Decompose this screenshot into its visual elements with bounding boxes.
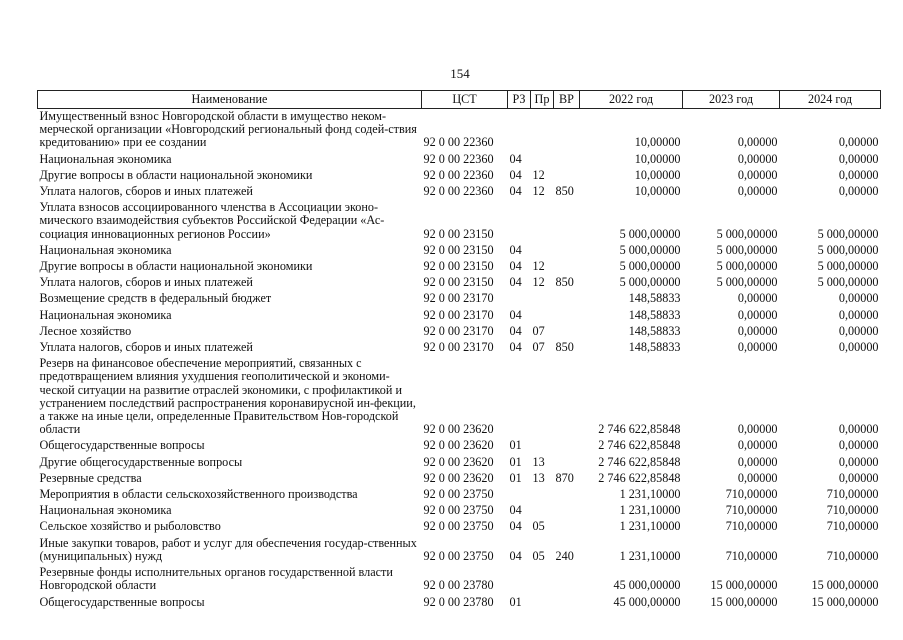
cell-rz: 04 — [509, 307, 522, 322]
header-2024: 2024 год — [780, 91, 881, 109]
cell-name: Национальная экономика — [39, 503, 172, 518]
table-row — [38, 503, 881, 519]
cell-2022: 2 746 622,85848 — [598, 454, 681, 469]
cell-2023: 5 000,00000 — [716, 242, 778, 257]
cell-pr — [531, 291, 554, 307]
cell-rz — [508, 356, 531, 438]
cell-pr: 05 — [532, 519, 545, 534]
cell-name: Иные закупки товаров, работ и услуг для обеспечения государ-ственных (муниципальных) нужд — [39, 535, 417, 563]
cell-pr — [531, 109, 554, 152]
cell-2024: 0,00000 — [838, 422, 879, 437]
cell-2024: 0,00000 — [838, 454, 879, 469]
cell-2024: 5 000,00000 — [817, 259, 879, 274]
cell-2024: 0,00000 — [838, 167, 879, 182]
cell-vr: 850 — [555, 275, 574, 290]
cell-rz: 04 — [509, 184, 522, 199]
cell-rz — [508, 109, 531, 152]
cell-2024: 0,00000 — [838, 184, 879, 199]
cell-name: Общегосударственные вопросы — [39, 438, 205, 453]
cell-2022: 45 000,00000 — [613, 578, 681, 593]
cell-vr: 850 — [555, 340, 574, 355]
cell-2023: 5 000,00000 — [716, 259, 778, 274]
cell-rz: 01 — [509, 454, 522, 469]
cell-2023: 0,00000 — [737, 291, 778, 306]
header-pr: Пр — [531, 91, 554, 109]
table-body — [38, 109, 881, 611]
cell-pr — [531, 152, 554, 168]
cell-pr — [531, 243, 554, 259]
table-row — [38, 536, 881, 565]
cell-cst: 92 0 00 23780 — [423, 578, 494, 593]
cell-vr — [554, 259, 580, 275]
cell-vr — [554, 152, 580, 168]
budget-table — [37, 90, 881, 611]
cell-2023: 0,00000 — [737, 167, 778, 182]
cell-cst: 92 0 00 23150 — [423, 275, 494, 290]
cell-cst: 92 0 00 23170 — [423, 291, 494, 306]
cell-cst: 92 0 00 23620 — [423, 422, 494, 437]
cell-cst: 92 0 00 23170 — [423, 307, 494, 322]
cell-2023: 0,00000 — [737, 340, 778, 355]
cell-pr: 07 — [532, 323, 545, 338]
cell-cst: 92 0 00 23620 — [423, 454, 494, 469]
cell-cst: 92 0 00 23170 — [423, 323, 494, 338]
cell-pr: 12 — [532, 167, 545, 182]
cell-name: Другие общегосударственные вопросы — [39, 454, 243, 469]
cell-2023: 0,00000 — [737, 135, 778, 150]
table-row — [38, 487, 881, 503]
cell-rz: 04 — [509, 340, 522, 355]
cell-name: Лесное хозяйство — [39, 323, 132, 338]
cell-cst: 92 0 00 23170 — [423, 340, 494, 355]
cell-2022: 10,00000 — [634, 135, 681, 150]
cell-pr: 07 — [532, 340, 545, 355]
cell-2024: 5 000,00000 — [817, 242, 879, 257]
header-cst: ЦСТ — [422, 91, 508, 109]
cell-2024: 710,00000 — [826, 503, 879, 518]
cell-cst: 92 0 00 23780 — [423, 594, 494, 609]
table-row — [38, 519, 881, 535]
cell-2023: 0,00000 — [737, 470, 778, 485]
cell-2023: 0,00000 — [737, 184, 778, 199]
cell-vr — [554, 324, 580, 340]
cell-cst: 92 0 00 22360 — [423, 184, 494, 199]
cell-rz: 04 — [509, 242, 522, 257]
cell-cst: 92 0 00 22360 — [423, 135, 494, 150]
cell-vr: 870 — [555, 470, 574, 485]
cell-rz: 04 — [509, 275, 522, 290]
cell-2022: 5 000,00000 — [619, 242, 681, 257]
cell-2024: 0,00000 — [838, 438, 879, 453]
cell-2022: 2 746 622,85848 — [598, 422, 681, 437]
cell-pr — [531, 356, 554, 438]
cell-cst: 92 0 00 23150 — [423, 226, 494, 241]
cell-cst: 92 0 00 23750 — [423, 503, 494, 518]
table-row — [38, 308, 881, 324]
cell-name: Национальная экономика — [39, 151, 172, 166]
cell-2023: 5 000,00000 — [716, 226, 778, 241]
cell-2024: 15 000,00000 — [811, 578, 879, 593]
cell-rz: 04 — [509, 519, 522, 534]
cell-vr — [554, 565, 580, 594]
cell-2022: 148,58833 — [628, 323, 681, 338]
cell-2022: 148,58833 — [628, 307, 681, 322]
cell-name: Мероприятия в области сельскохозяйственного производства — [39, 487, 358, 502]
cell-rz — [508, 487, 531, 503]
cell-2022: 45 000,00000 — [613, 594, 681, 609]
table-row — [38, 184, 881, 200]
cell-pr — [531, 308, 554, 324]
header-rz: РЗ — [508, 91, 531, 109]
cell-2024: 0,00000 — [838, 470, 879, 485]
table-row — [38, 259, 881, 275]
cell-2023: 0,00000 — [737, 422, 778, 437]
cell-2022: 5 000,00000 — [619, 275, 681, 290]
table-row — [38, 109, 881, 152]
cell-name: Уплата налогов, сборов и иных платежей — [39, 340, 253, 355]
cell-pr — [531, 595, 554, 611]
header-2022: 2022 год — [580, 91, 683, 109]
cell-rz — [508, 200, 531, 243]
cell-name: Резервные средства — [39, 470, 142, 485]
table-row — [38, 340, 881, 356]
table-row — [38, 565, 881, 594]
header-2023: 2023 год — [683, 91, 780, 109]
cell-2023: 710,00000 — [725, 548, 778, 563]
cell-cst: 92 0 00 23150 — [423, 242, 494, 257]
cell-2022: 2 746 622,85848 — [598, 470, 681, 485]
cell-2024: 710,00000 — [826, 548, 879, 563]
cell-pr: 05 — [532, 548, 545, 563]
cell-name: Резервные фонды исполнительных органов государственной власти Новгородской области — [39, 565, 393, 593]
cell-rz: 04 — [509, 323, 522, 338]
cell-rz: 04 — [509, 167, 522, 182]
table-header-row — [38, 91, 881, 109]
table-row — [38, 455, 881, 471]
cell-vr — [554, 455, 580, 471]
cell-2022: 148,58833 — [628, 291, 681, 306]
cell-name: Общегосударственные вопросы — [39, 594, 205, 609]
table-row — [38, 152, 881, 168]
cell-name: Имущественный взнос Новгородской области в имущество неком-мерческой организации «Новгородский региональный фонд содей-ствия кредитованию» при ее создании — [39, 109, 417, 150]
cell-name: Уплата налогов, сборов и иных платежей — [39, 184, 253, 199]
header-vr: ВР — [554, 91, 580, 109]
cell-vr — [554, 200, 580, 243]
cell-2022: 5 000,00000 — [619, 259, 681, 274]
cell-rz: 01 — [509, 594, 522, 609]
cell-vr — [554, 503, 580, 519]
page-number: 154 — [450, 66, 470, 81]
cell-2023: 710,00000 — [725, 519, 778, 534]
cell-2022: 148,58833 — [628, 340, 681, 355]
table-row — [38, 168, 881, 184]
cell-name: Уплата налогов, сборов и иных платежей — [39, 275, 253, 290]
cell-cst: 92 0 00 23750 — [423, 548, 494, 563]
table-row — [38, 324, 881, 340]
cell-2024: 710,00000 — [826, 487, 879, 502]
cell-name: Резерв на финансовое обеспечение мероприятий, связанных с предотвращением влияния ухудшения геополитической и экономи-ческой ситуации на развитие отраслей экономики, с профилактикой и устранением последствий распространения коронавирусной ин-фекции, а также на иные цели, определенные Правительством Нов-городской области — [39, 356, 416, 437]
cell-2023: 710,00000 — [725, 487, 778, 502]
cell-2022: 1 231,10000 — [619, 503, 681, 518]
cell-rz: 04 — [509, 151, 522, 166]
cell-2024: 0,00000 — [838, 135, 879, 150]
cell-2024: 0,00000 — [838, 323, 879, 338]
cell-2024: 0,00000 — [838, 291, 879, 306]
cell-name: Другие вопросы в области национальной экономики — [39, 259, 313, 274]
cell-vr: 850 — [555, 184, 574, 199]
cell-2022: 5 000,00000 — [619, 226, 681, 241]
cell-pr: 12 — [532, 259, 545, 274]
cell-vr — [554, 438, 580, 454]
cell-cst: 92 0 00 23620 — [423, 470, 494, 485]
cell-2022: 10,00000 — [634, 167, 681, 182]
table-row — [38, 291, 881, 307]
table-row — [38, 356, 881, 438]
cell-2023: 15 000,00000 — [710, 594, 778, 609]
cell-2023: 0,00000 — [737, 307, 778, 322]
cell-name: Сельское хозяйство и рыболовство — [39, 519, 221, 534]
cell-rz: 04 — [509, 259, 522, 274]
table-row — [38, 595, 881, 611]
cell-vr — [554, 168, 580, 184]
cell-rz: 04 — [509, 548, 522, 563]
cell-vr — [554, 291, 580, 307]
table-row — [38, 243, 881, 259]
cell-2024: 710,00000 — [826, 519, 879, 534]
cell-name: Национальная экономика — [39, 307, 172, 322]
cell-vr — [554, 308, 580, 324]
cell-2024: 15 000,00000 — [811, 594, 879, 609]
cell-vr — [554, 487, 580, 503]
cell-vr — [554, 356, 580, 438]
cell-name: Уплата взносов ассоциированного членства в Ассоциации эконо-мического взаимодействия субъектов Российской Федерации «Ас-социация инновационных регионов России» — [39, 200, 385, 241]
cell-rz: 01 — [509, 438, 522, 453]
cell-vr — [554, 109, 580, 152]
cell-2022: 10,00000 — [634, 184, 681, 199]
header-name: Наименование — [38, 91, 422, 109]
cell-vr — [554, 243, 580, 259]
cell-2022: 2 746 622,85848 — [598, 438, 681, 453]
cell-pr: 13 — [532, 470, 545, 485]
cell-pr: 12 — [532, 184, 545, 199]
table-row — [38, 471, 881, 487]
cell-2024: 5 000,00000 — [817, 226, 879, 241]
cell-cst: 92 0 00 23750 — [423, 487, 494, 502]
cell-cst: 92 0 00 23150 — [423, 259, 494, 274]
cell-name: Возмещение средств в федеральный бюджет — [39, 291, 272, 306]
table-row — [38, 438, 881, 454]
cell-pr — [531, 200, 554, 243]
cell-2022: 10,00000 — [634, 151, 681, 166]
cell-pr — [531, 438, 554, 454]
cell-2024: 0,00000 — [838, 340, 879, 355]
cell-2023: 15 000,00000 — [710, 578, 778, 593]
cell-cst: 92 0 00 22360 — [423, 167, 494, 182]
cell-2023: 710,00000 — [725, 503, 778, 518]
cell-pr — [531, 503, 554, 519]
cell-2023: 0,00000 — [737, 454, 778, 469]
cell-pr: 13 — [532, 454, 545, 469]
cell-rz: 01 — [509, 470, 522, 485]
cell-pr — [531, 565, 554, 594]
cell-2022: 1 231,10000 — [619, 548, 681, 563]
cell-2023: 0,00000 — [737, 438, 778, 453]
cell-2023: 0,00000 — [737, 323, 778, 338]
cell-rz — [508, 291, 531, 307]
cell-vr: 240 — [555, 548, 574, 563]
cell-cst: 92 0 00 22360 — [423, 151, 494, 166]
cell-rz: 04 — [509, 503, 522, 518]
cell-cst: 92 0 00 23620 — [423, 438, 494, 453]
cell-2024: 0,00000 — [838, 307, 879, 322]
cell-2023: 5 000,00000 — [716, 275, 778, 290]
cell-rz — [508, 565, 531, 594]
cell-vr — [554, 595, 580, 611]
table-row — [38, 200, 881, 243]
cell-2023: 0,00000 — [737, 151, 778, 166]
cell-2024: 0,00000 — [838, 151, 879, 166]
cell-name: Другие вопросы в области национальной экономики — [39, 167, 313, 182]
cell-pr: 12 — [532, 275, 545, 290]
cell-vr — [554, 519, 580, 535]
cell-2022: 1 231,10000 — [619, 487, 681, 502]
cell-2024: 5 000,00000 — [817, 275, 879, 290]
cell-2022: 1 231,10000 — [619, 519, 681, 534]
cell-cst: 92 0 00 23750 — [423, 519, 494, 534]
table-row — [38, 275, 881, 291]
cell-name: Национальная экономика — [39, 242, 172, 257]
cell-pr — [531, 487, 554, 503]
